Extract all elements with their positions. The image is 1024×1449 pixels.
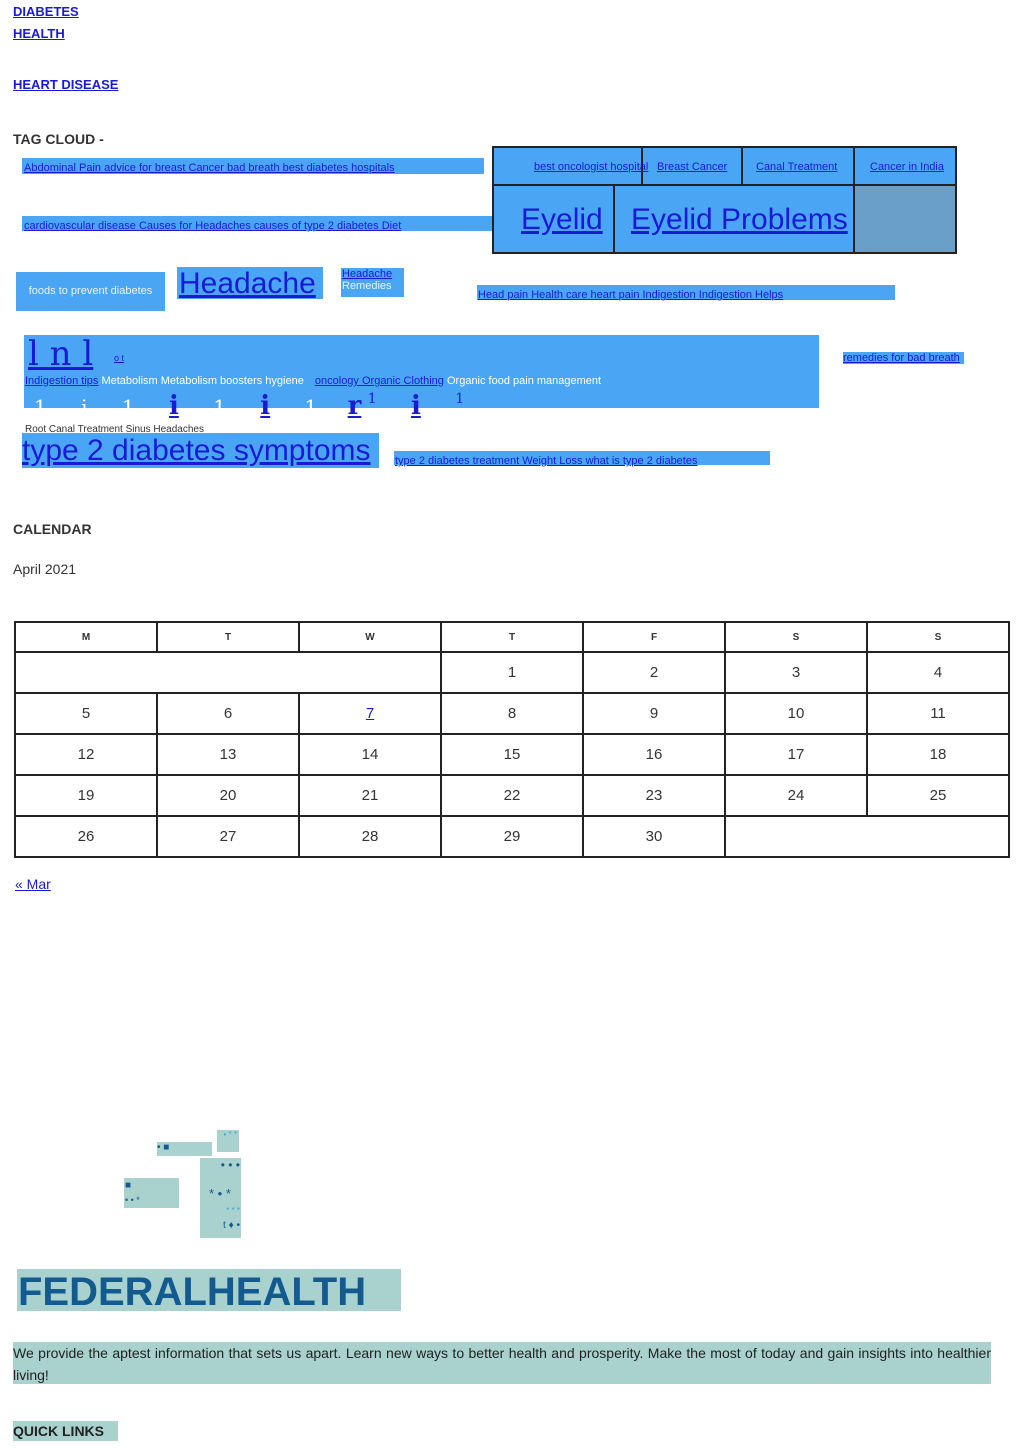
tag-eyelid-problems[interactable]: Eyelid Problems xyxy=(631,203,848,236)
calendar-day: 14 xyxy=(299,734,441,775)
calendar-day: 21 xyxy=(299,775,441,816)
calendar-day: 12 xyxy=(15,734,157,775)
calendar-day: 28 xyxy=(299,816,441,857)
calendar-day: 29 xyxy=(441,816,583,857)
tag-breast-cancer[interactable]: Breast Cancer xyxy=(657,161,728,173)
tag-cloud-heading: TAG CLOUD - xyxy=(13,131,104,147)
calendar-day: 6 xyxy=(157,693,299,734)
logo-block: • ■ xyxy=(157,1142,212,1156)
calendar-day: 20 xyxy=(157,775,299,816)
glyph[interactable]: i xyxy=(168,391,179,421)
tag-row-5 xyxy=(394,451,770,465)
tag-headache-box xyxy=(177,267,323,299)
calendar-day: 17 xyxy=(725,734,867,775)
glyph[interactable]: r xyxy=(347,391,362,421)
calendar-day: 24 xyxy=(725,775,867,816)
tag-headache-small[interactable]: Headache xyxy=(342,268,393,280)
calendar-day: 5 xyxy=(15,693,157,734)
tag-remedies-bad-breath[interactable]: remedies for bad breath xyxy=(843,352,964,364)
calendar-day-linked xyxy=(299,693,441,734)
calendar-day: 23 xyxy=(583,775,725,816)
tag-row-1 xyxy=(22,158,484,174)
tag-type2-symptoms[interactable]: type 2 diabetes symptoms xyxy=(22,434,371,467)
glyph[interactable]: i xyxy=(410,391,421,421)
tag-metabolism[interactable]: Metabolism Metabolism boosters hygiene xyxy=(101,375,304,387)
tag-headache-remedies-box xyxy=(341,268,404,297)
day-header: M xyxy=(15,622,157,652)
glyph: 1 xyxy=(304,395,318,419)
brand-name: FEDERALHEALTH xyxy=(18,1270,367,1314)
tag-row-2 xyxy=(22,216,492,231)
calendar-pad xyxy=(15,652,441,693)
calendar-day: 18 xyxy=(867,734,1009,775)
calendar-day: 9 xyxy=(583,693,725,734)
nav-heart-disease-link[interactable]: HEART DISEASE xyxy=(13,77,119,92)
calendar-day: 30 xyxy=(583,816,725,857)
calendar-day-link[interactable]: 7 xyxy=(365,705,375,722)
glyph[interactable]: 1 xyxy=(455,391,465,407)
day-header: F xyxy=(583,622,725,652)
glyph: 1 xyxy=(34,395,47,419)
calendar-day: 19 xyxy=(15,775,157,816)
tag-canal-treatment[interactable]: Canal Treatment xyxy=(756,161,838,173)
calendar-day: 11 xyxy=(867,693,1009,734)
tag-indigestion-tips[interactable]: Indigestion tips xyxy=(25,375,99,387)
calendar-prev-link[interactable]: « Mar xyxy=(15,876,51,892)
tag-type2-treatment[interactable]: type 2 diabetes treatment Weight Loss what is type 2 diabetes xyxy=(395,455,698,467)
tag-oncology[interactable]: oncology Organic Clothing xyxy=(314,375,444,387)
tag-abdominal-pain[interactable]: Abdominal Pain advice for breast Cancer bad breath best diabetes hospitals xyxy=(24,162,395,174)
calendar-pad xyxy=(725,816,1009,857)
calendar-day: 27 xyxy=(157,816,299,857)
calendar-day: 8 xyxy=(441,693,583,734)
calendar-month: April 2021 xyxy=(13,561,77,577)
calendar-day: 1 xyxy=(441,652,583,693)
tag-best-oncologist[interactable]: best oncologist hospital xyxy=(534,161,649,173)
glyph: 1 xyxy=(213,395,226,419)
calendar-day: 4 xyxy=(867,652,1009,693)
calendar-table xyxy=(14,621,1010,858)
brand-box xyxy=(17,1269,401,1314)
tag-head-pain[interactable]: Head pain Health care heart pain Indigestion Indigestion Helps xyxy=(478,289,784,301)
tag-garbled-sup[interactable]: o t xyxy=(114,353,125,363)
tag-row-4 xyxy=(25,375,601,387)
tag-root-canal[interactable]: Root Canal Treatment Sinus Headaches xyxy=(25,424,204,433)
logo-block: ■ • • * xyxy=(124,1178,179,1208)
day-header: S xyxy=(725,622,867,652)
glyph[interactable]: 1 xyxy=(367,391,377,407)
footer-tagline: We provide the aptest information that sets us apart. Learn new ways to better health and prosperity. Make the most of today and gain insights into healthier living! xyxy=(13,1342,991,1384)
day-header: S xyxy=(867,622,1009,652)
tag-remedies[interactable]: Remedies xyxy=(342,280,392,292)
calendar-day: 10 xyxy=(725,693,867,734)
grid-divider xyxy=(741,146,743,186)
day-header: W xyxy=(299,622,441,652)
grid-empty-cell xyxy=(855,186,955,252)
tag-garbled-row xyxy=(34,391,464,421)
calendar-day: 13 xyxy=(157,734,299,775)
glyph: 1 xyxy=(121,395,135,419)
calendar-day: 2 xyxy=(583,652,725,693)
day-header: T xyxy=(441,622,583,652)
grid-divider xyxy=(613,186,615,254)
tag-organic-food[interactable]: Organic food pain management xyxy=(446,375,602,387)
logo-block: • • • * • * * * * t ♦ • xyxy=(200,1158,241,1238)
tag-cancer-india[interactable]: Cancer in India xyxy=(870,161,944,173)
tag-eyelid[interactable]: Eyelid xyxy=(521,203,603,236)
tag-foods-prevent-diabetes[interactable]: foods to prevent diabetes xyxy=(16,272,165,311)
quick-links-heading: QUICK LINKS xyxy=(13,1421,118,1441)
glyph: i xyxy=(81,395,88,419)
calendar-day: 3 xyxy=(725,652,867,693)
logo-block: • * * xyxy=(217,1130,239,1152)
tag-type2-symptoms-box xyxy=(22,433,379,468)
calendar-heading: CALENDAR xyxy=(13,521,92,537)
tag-garbled-top[interactable]: l n l xyxy=(28,334,94,374)
nav-diabetes-link[interactable]: DIABETES xyxy=(13,4,79,19)
calendar-day: 26 xyxy=(15,816,157,857)
tag-cardiovascular[interactable]: cardiovascular disease Causes for Headaches causes of type 2 diabetes Diet xyxy=(24,220,402,232)
calendar-day: 25 xyxy=(867,775,1009,816)
tag-headache[interactable]: Headache xyxy=(179,267,316,300)
nav-health-link[interactable]: HEALTH xyxy=(13,26,65,41)
day-header: T xyxy=(157,622,299,652)
calendar-day: 15 xyxy=(441,734,583,775)
calendar-day: 16 xyxy=(583,734,725,775)
calendar-day: 22 xyxy=(441,775,583,816)
glyph[interactable]: i xyxy=(260,391,271,421)
tag-row-3 xyxy=(477,285,895,300)
